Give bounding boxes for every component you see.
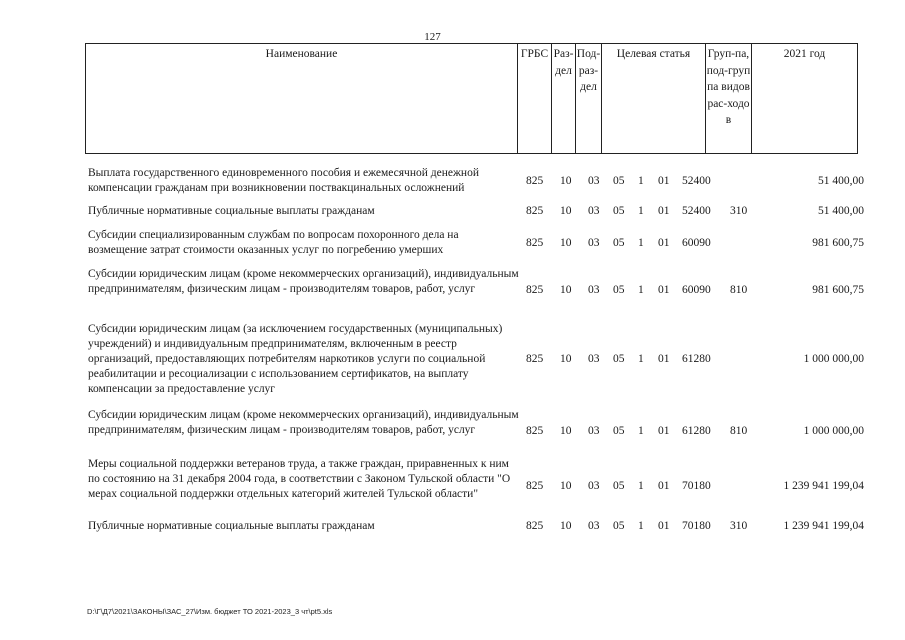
footer-file-path: D:\Г\Д7\2021\ЗАКОНЫ\ЗАС_27\Изм. бюджет ТО 2021-2023_3 чт\pt5.xls <box>87 607 333 616</box>
header-grbs: ГРБС <box>518 44 552 154</box>
row-razdel: 10 <box>560 237 572 249</box>
row-expense-type: 810 <box>730 284 748 296</box>
row-razdel: 10 <box>560 353 572 365</box>
row-name: Субсидии юридическим лицам (кроме некоммерческих организаций), индивидуальным предпринимателям, физическим лицам - производителям товаров, работ, услуг <box>88 409 519 436</box>
row-podrazdel: 03 <box>588 237 600 249</box>
row-target-program: 05 <box>613 425 625 437</box>
row-expense-type: 810 <box>730 425 748 437</box>
row-target-event: 01 <box>658 353 670 365</box>
row-grbs: 825 <box>526 520 544 532</box>
row-amount: 1 239 941 199,04 <box>783 480 864 492</box>
row-target-code: 60090 <box>682 284 711 296</box>
row-target-event: 01 <box>658 520 670 532</box>
row-target-code: 70180 <box>682 520 711 532</box>
row-target-subprogram: 1 <box>638 425 644 437</box>
row-name: Публичные нормативные социальные выплаты гражданам <box>88 520 375 532</box>
row-amount: 51 400,00 <box>818 205 864 217</box>
header-naimenovanie: Наименование <box>86 44 518 154</box>
row-target-code: 52400 <box>682 205 711 217</box>
row-amount: 1 239 941 199,04 <box>783 520 864 532</box>
row-target-subprogram: 1 <box>638 284 644 296</box>
row-target-code: 60090 <box>682 237 711 249</box>
row-target-subprogram: 1 <box>638 237 644 249</box>
row-target-subprogram: 1 <box>638 480 644 492</box>
row-razdel: 10 <box>560 520 572 532</box>
row-podrazdel: 03 <box>588 175 600 187</box>
row-grbs: 825 <box>526 425 544 437</box>
row-razdel: 10 <box>560 284 572 296</box>
header-podrazdel: Под-раз-дел <box>576 44 602 154</box>
row-grbs: 825 <box>526 480 544 492</box>
row-razdel: 10 <box>560 175 572 187</box>
row-podrazdel: 03 <box>588 205 600 217</box>
row-target-code: 70180 <box>682 480 711 492</box>
row-target-code: 61280 <box>682 425 711 437</box>
row-expense-type: 310 <box>730 520 748 532</box>
row-amount: 1 000 000,00 <box>803 425 864 437</box>
row-amount: 981 600,75 <box>812 284 864 296</box>
row-razdel: 10 <box>560 205 572 217</box>
row-target-event: 01 <box>658 480 670 492</box>
row-target-event: 01 <box>658 205 670 217</box>
row-podrazdel: 03 <box>588 353 600 365</box>
row-grbs: 825 <box>526 205 544 217</box>
row-amount: 51 400,00 <box>818 175 864 187</box>
row-target-program: 05 <box>613 480 625 492</box>
row-name: Субсидии юридическим лицам (кроме некоммерческих организаций), индивидуальным предпринимателям, физическим лицам - производителям товаров, работ, услуг <box>88 268 519 295</box>
row-target-program: 05 <box>613 175 625 187</box>
row-name: Меры социальной поддержки ветеранов труда, а также граждан, приравненных к ним по состоянию на 31 декабря 2004 года, в соответствии с Законом Тульской области "О мерах социальной поддержки отдельных категорий жителей Тульской области" <box>88 458 511 500</box>
row-grbs: 825 <box>526 284 544 296</box>
row-target-program: 05 <box>613 237 625 249</box>
row-target-event: 01 <box>658 425 670 437</box>
row-target-program: 05 <box>613 353 625 365</box>
row-target-subprogram: 1 <box>638 353 644 365</box>
row-target-event: 01 <box>658 237 670 249</box>
row-podrazdel: 03 <box>588 284 600 296</box>
page-number: 127 <box>424 31 441 43</box>
row-target-code: 52400 <box>682 175 711 187</box>
row-target-subprogram: 1 <box>638 175 644 187</box>
row-amount: 1 000 000,00 <box>803 353 864 365</box>
row-target-subprogram: 1 <box>638 205 644 217</box>
row-expense-type: 310 <box>730 205 748 217</box>
row-grbs: 825 <box>526 237 544 249</box>
row-name: Выплата государственного единовременного пособия и ежемесячной денежной компенсации гражданам при возникновении поствакцинальных осложнений <box>88 167 479 194</box>
row-grbs: 825 <box>526 353 544 365</box>
row-target-code: 61280 <box>682 353 711 365</box>
row-target-event: 01 <box>658 284 670 296</box>
row-razdel: 10 <box>560 425 572 437</box>
header-vid-rashodov: Груп-па, под-группа видов рас-ходов <box>706 44 752 154</box>
row-name: Публичные нормативные социальные выплаты гражданам <box>88 205 375 217</box>
table-header <box>85 43 858 154</box>
row-target-event: 01 <box>658 175 670 187</box>
row-podrazdel: 03 <box>588 425 600 437</box>
row-target-program: 05 <box>613 205 625 217</box>
row-target-program: 05 <box>613 520 625 532</box>
row-name: Субсидии специализированным службам по вопросам похоронного дела на возмещение затрат стоимости оказанных услуг по погребению умерших <box>88 229 459 256</box>
row-grbs: 825 <box>526 175 544 187</box>
row-razdel: 10 <box>560 480 572 492</box>
row-podrazdel: 03 <box>588 480 600 492</box>
row-target-subprogram: 1 <box>638 520 644 532</box>
header-year: 2021 год <box>752 44 858 154</box>
header-celevaya-statya: Целевая статья <box>602 44 706 154</box>
row-podrazdel: 03 <box>588 520 600 532</box>
row-name: Субсидии юридическим лицам (за исключением государственных (муниципальных) учреждений) и индивидуальным предпринимателям, включенным в реестр организаций, предоставляющих потребителям наркотиков услуги по социальной реабилитации и ресоциализации с использованием сертификатов, на выплату компенсации за предоставление услуг <box>88 323 503 395</box>
header-razdel: Раз-дел <box>552 44 576 154</box>
row-target-program: 05 <box>613 284 625 296</box>
row-amount: 981 600,75 <box>812 237 864 249</box>
